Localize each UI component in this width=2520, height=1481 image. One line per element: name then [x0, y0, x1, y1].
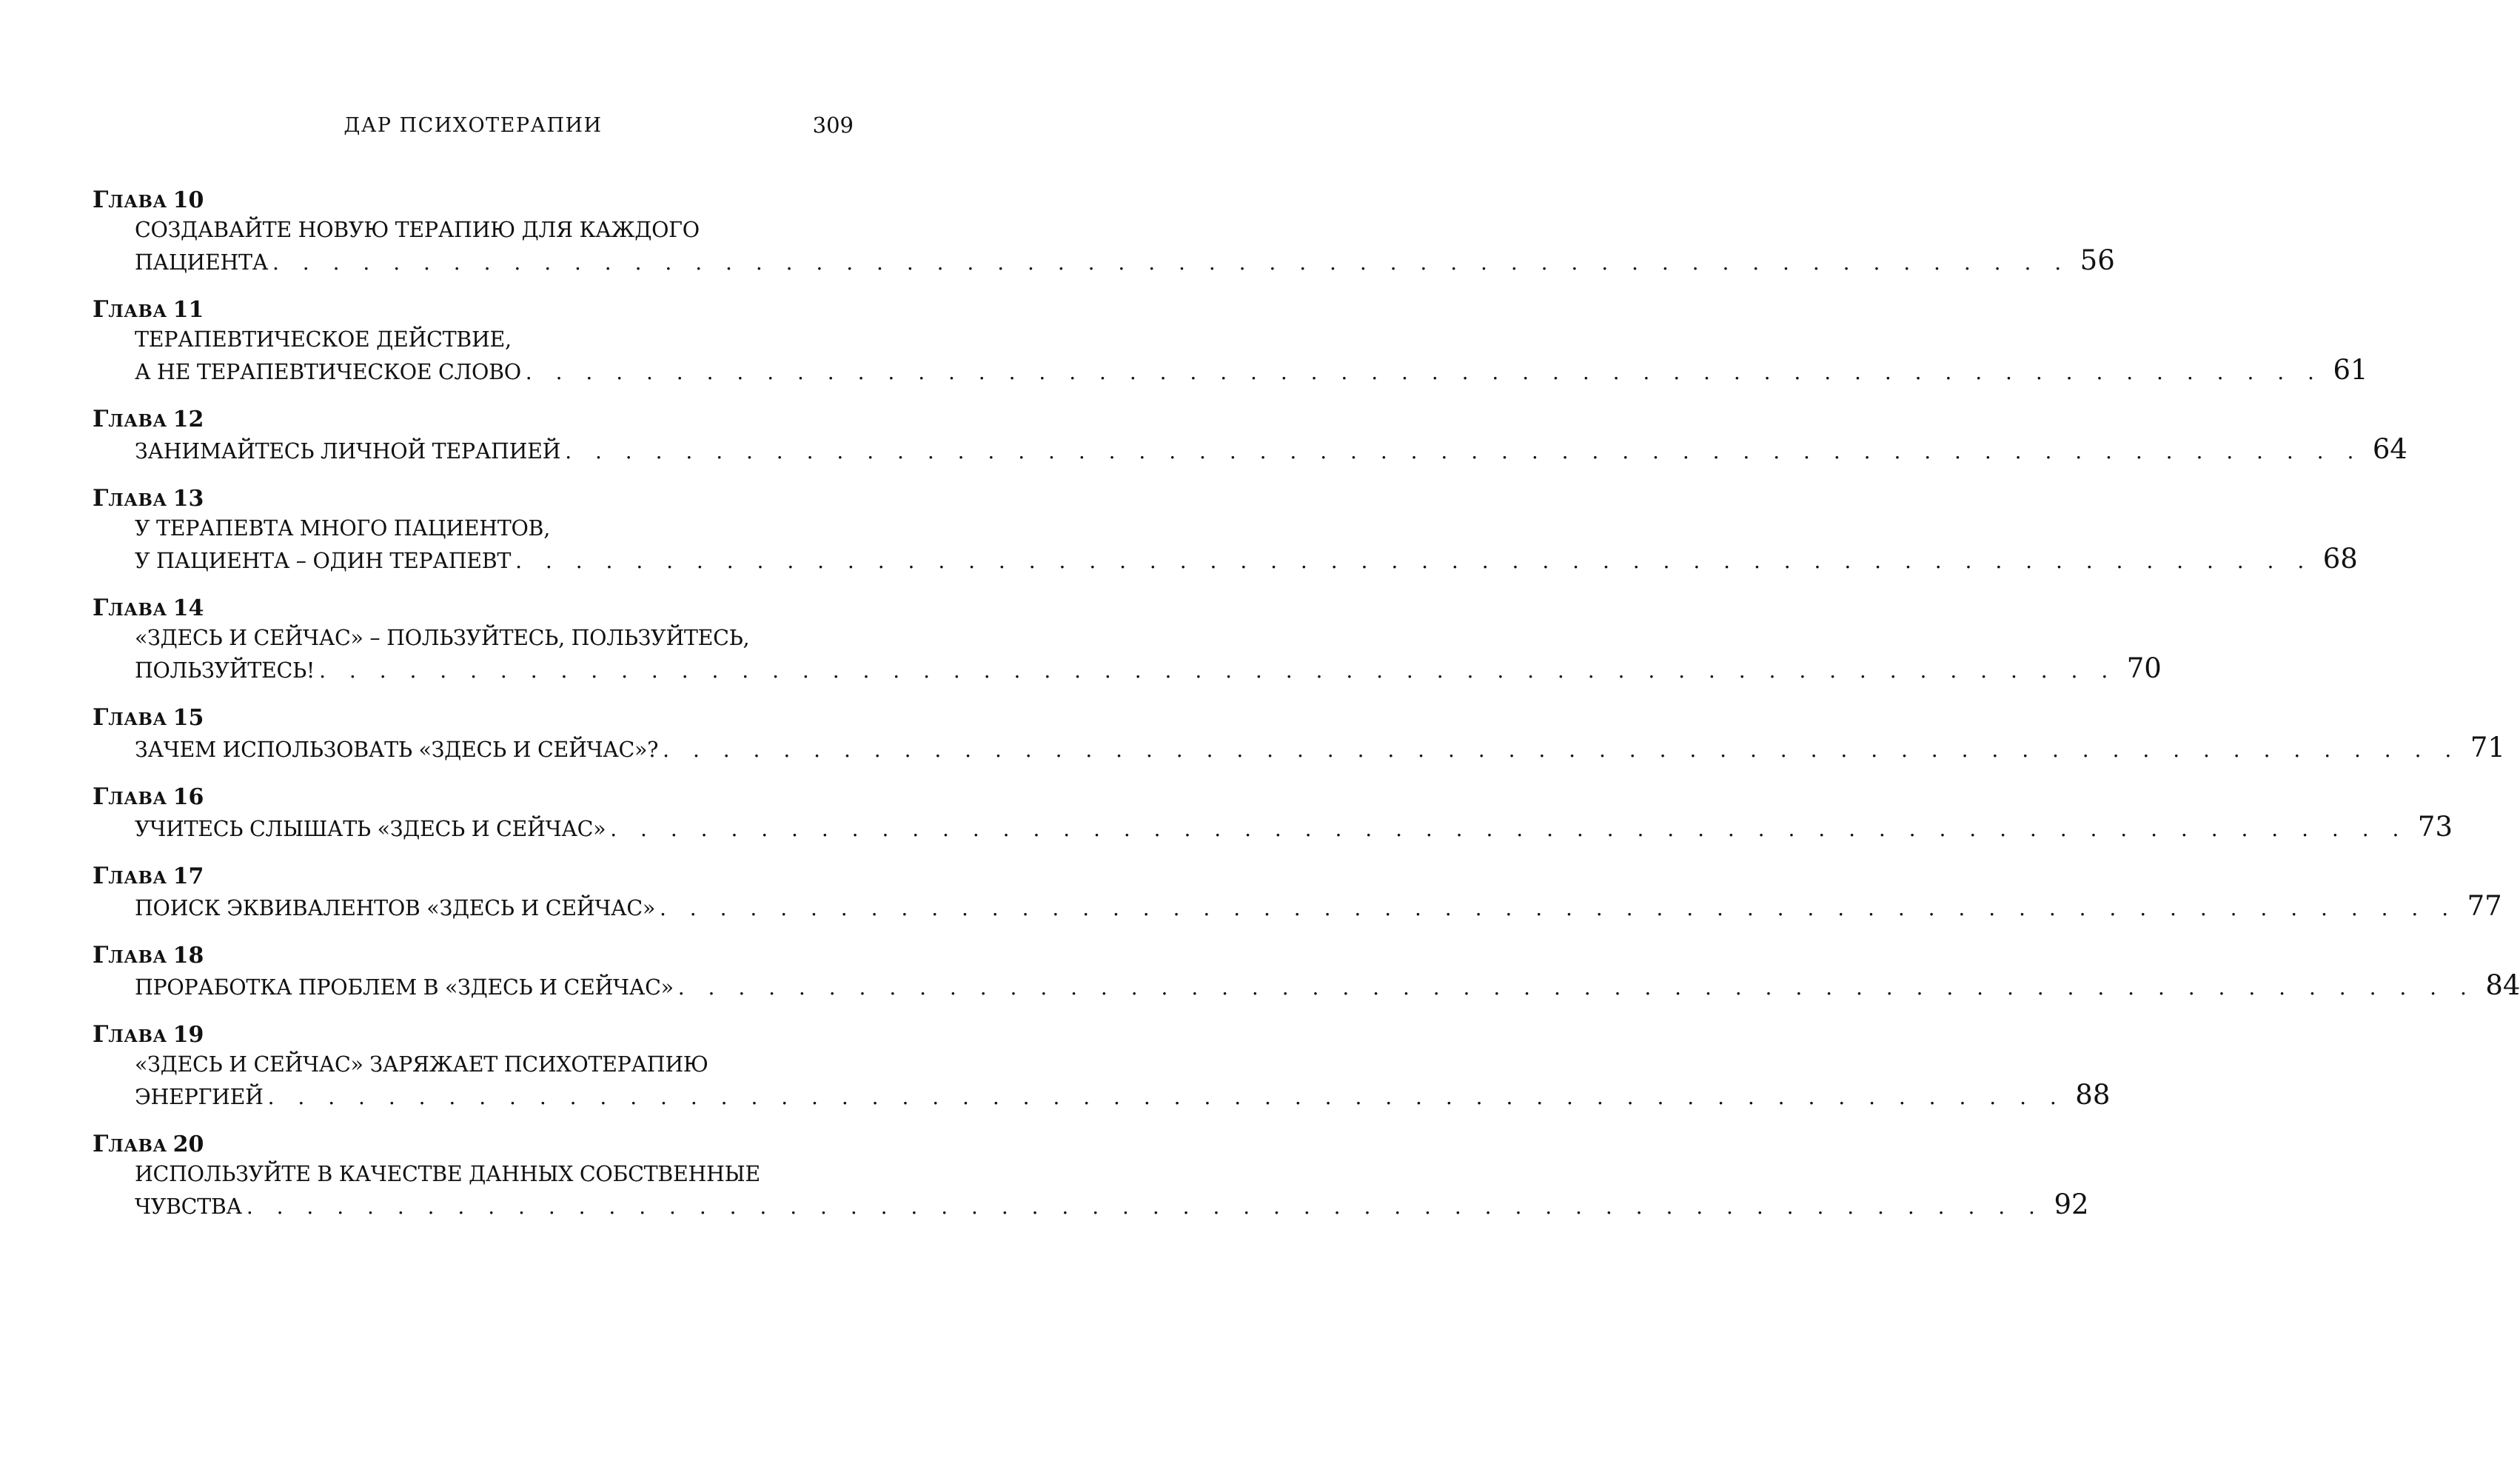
chapter-label: [93, 484, 854, 513]
toc-page-number: 84: [2485, 969, 2520, 1001]
chapter-number: 13: [172, 486, 204, 512]
chapter-title-line: У ТЕРАПЕВТА МНОГО ПАЦИЕНТОВ,: [135, 516, 550, 541]
toc-line-with-page: [135, 732, 2505, 764]
toc-page-number: 56: [2080, 244, 2115, 276]
chapter-title: [93, 969, 2520, 1002]
chapter-title-line: ПРОРАБОТКА ПРОБЛЕМ В «ЗДЕСЬ И СЕЙЧАС»: [135, 975, 674, 1000]
toc-entry: [93, 703, 2505, 764]
chapter-title-line: ЗАНИМАЙТЕСЬ ЛИЧНОЙ ТЕРАПИЕЙ: [135, 439, 561, 464]
toc-entry: [93, 782, 2453, 843]
chapter-word-cap: Г: [93, 406, 109, 432]
chapter-label: [93, 185, 854, 215]
chapter-title-line: ПОИСК ЭКВИВАЛЕНТОВ «ЗДЕСЬ И СЕЙЧАС»: [135, 896, 655, 920]
dot-leader: . . . . . . . . . . . . . . . . . . . . . . . . . . . . . . . . . . . . . . . . . . . . . . . . . . . . . . . . . . . .: [565, 439, 2362, 464]
toc-entry: [93, 295, 2368, 387]
dot-leader: . . . . . . . . . . . . . . . . . . . . . . . . . . . . . . . . . . . . . . . . . . . . . . . . . . . . . . . . . . . .: [677, 975, 2476, 1000]
chapter-title-line: У ПАЦИЕНТА – ОДИН ТЕРАПЕВТ: [135, 549, 512, 573]
toc-line-with-page: [135, 433, 2407, 466]
toc-page-number: 68: [2322, 543, 2358, 575]
dot-leader: . . . . . . . . . . . . . . . . . . . . . . . . . . . . . . . . . . . . . . . . . . . . . . . . . . . . . . . . . . . .: [610, 817, 2407, 841]
chapter-number: 10: [172, 187, 204, 213]
dot-leader: . . . . . . . . . . . . . . . . . . . . . . . . . . . . . . . . . . . . . . . . . . . . . . . . . . . . . . . . . . . .: [659, 896, 2457, 920]
chapter-word-cap: Г: [93, 863, 109, 889]
chapter-number: 14: [172, 595, 204, 621]
toc-page-number: 92: [2054, 1189, 2089, 1220]
toc-page-number: 64: [2372, 433, 2407, 465]
chapter-word-rest: ЛАВА: [108, 1136, 167, 1156]
chapter-word-cap: Г: [93, 296, 109, 323]
chapter-title: [93, 1049, 2111, 1111]
toc-line-with-page: [135, 543, 2358, 575]
chapter-word-rest: ЛАВА: [108, 709, 167, 729]
chapter-word-cap: Г: [93, 1021, 109, 1048]
toc-line-with-page: [135, 1079, 2111, 1111]
chapter-title: [93, 811, 2453, 843]
chapter-label: [93, 940, 854, 970]
toc-page-number: 88: [2075, 1079, 2111, 1111]
toc-page-number: 61: [2333, 354, 2368, 386]
chapter-number: 20: [172, 1131, 204, 1157]
toc-line-with-page: [135, 969, 2520, 1002]
chapter-title: [93, 890, 2502, 923]
dot-leader: . . . . . . . . . . . . . . . . . . . . . . . . . . . . . . . . . . . . . . . . . . . . . . . . . . . . . . . . . . . .: [272, 250, 2070, 275]
chapter-title-line: ЧУВСТВА: [135, 1194, 242, 1219]
toc-page-number: 71: [2470, 732, 2505, 763]
toc-entry: [93, 484, 2358, 575]
chapter-title-line: СОЗДАВАЙТЕ НОВУЮ ТЕРАПИЮ ДЛЯ КАЖДОГО: [135, 218, 700, 242]
running-title: ДАР ПСИХОТЕРАПИИ: [344, 114, 603, 137]
chapter-number: 11: [172, 297, 204, 323]
toc-page-number: 77: [2467, 890, 2502, 922]
toc-entry: [93, 185, 2115, 277]
chapter-title: [93, 732, 2505, 764]
chapter-title: [93, 433, 2407, 466]
chapter-title-line: А НЕ ТЕРАПЕВТИЧЕСКОЕ СЛОВО: [135, 360, 521, 384]
dot-leader: . . . . . . . . . . . . . . . . . . . . . . . . . . . . . . . . . . . . . . . . . . . . . . . . . . . . . . . . . . . .: [246, 1194, 2044, 1219]
chapter-word-rest: ЛАВА: [108, 868, 167, 888]
toc-entry: [93, 861, 2502, 923]
chapter-title: [93, 215, 2115, 277]
dot-leader: . . . . . . . . . . . . . . . . . . . . . . . . . . . . . . . . . . . . . . . . . . . . . . . . . . . . . . . . . . . .: [267, 1085, 2065, 1109]
chapter-title-line: ПАЦИЕНТА: [135, 250, 268, 275]
chapter-word-cap: Г: [93, 187, 109, 213]
toc-page-number: 70: [2126, 652, 2162, 684]
chapter-title-line: «ЗДЕСЬ И СЕЙЧАС» – ПОЛЬЗУЙТЕСЬ, ПОЛЬЗУЙТЕСЬ,: [135, 626, 750, 650]
dot-leader: . . . . . . . . . . . . . . . . . . . . . . . . . . . . . . . . . . . . . . . . . . . . . . . . . . . . . . . . . . . .: [515, 549, 2313, 573]
chapter-title-line: ЭНЕРГИЕЙ: [135, 1085, 264, 1109]
chapter-title-line: ПОЛЬЗУЙТЕСЬ!: [135, 658, 315, 683]
toc-line-with-page: [135, 244, 2115, 277]
toc-line-with-page: [135, 811, 2453, 843]
chapter-title-line: ТЕРАПЕВТИЧЕСКОЕ ДЕЙСТВИЕ,: [135, 327, 512, 352]
chapter-title: [93, 623, 2162, 685]
chapter-word-cap: Г: [93, 704, 109, 731]
toc-entry: [93, 940, 2520, 1002]
page-header: [93, 111, 854, 141]
page-number: 309: [812, 113, 854, 138]
chapter-label: [93, 703, 854, 732]
chapter-word-cap: Г: [93, 1131, 109, 1157]
chapter-word-rest: ЛАВА: [108, 947, 167, 967]
chapter-label: [93, 404, 854, 434]
chapter-word-rest: ЛАВА: [108, 600, 167, 620]
chapter-word-cap: Г: [93, 942, 109, 969]
chapter-label: [93, 1129, 854, 1159]
chapter-word-rest: ЛАВА: [108, 192, 167, 212]
chapter-title-line: ИСПОЛЬЗУЙТЕ В КАЧЕСТВЕ ДАННЫХ СОБСТВЕННЫЕ: [135, 1162, 760, 1186]
chapter-label: [93, 593, 854, 623]
chapter-label: [93, 861, 854, 891]
toc-line-with-page: [135, 1189, 2089, 1221]
chapter-title-line: УЧИТЕСЬ СЛЫШАТЬ «ЗДЕСЬ И СЕЙЧАС»: [135, 817, 606, 841]
chapter-title: [93, 513, 2358, 575]
chapter-label: [93, 782, 854, 812]
chapter-title: [93, 1159, 2089, 1221]
chapter-number: 12: [172, 407, 204, 432]
toc-line-with-page: [135, 890, 2502, 923]
toc-page-number: 73: [2417, 811, 2453, 843]
chapter-title-line: ЗАЧЕМ ИСПОЛЬЗОВАТЬ «ЗДЕСЬ И СЕЙЧАС»?: [135, 738, 659, 762]
chapter-word-cap: Г: [93, 485, 109, 512]
toc-entry: [93, 404, 2407, 466]
chapter-title: [93, 324, 2368, 387]
dot-leader: . . . . . . . . . . . . . . . . . . . . . . . . . . . . . . . . . . . . . . . . . . . . . . . . . . . . . . . . . . . .: [525, 360, 2323, 384]
toc-entry: [93, 1020, 2111, 1111]
dot-leader: . . . . . . . . . . . . . . . . . . . . . . . . . . . . . . . . . . . . . . . . . . . . . . . . . . . . . . . . . . . .: [663, 738, 2460, 762]
chapter-title-line: «ЗДЕСЬ И СЕЙЧАС» ЗАРЯЖАЕТ ПСИХОТЕРАПИЮ: [135, 1052, 708, 1077]
chapter-label: [93, 1020, 854, 1049]
chapter-number: 15: [172, 705, 204, 731]
chapter-label: [93, 295, 854, 324]
chapter-number: 17: [172, 863, 204, 889]
chapter-number: 16: [172, 784, 204, 810]
toc-entry: [93, 1129, 2089, 1221]
toc-line-with-page: [135, 652, 2162, 685]
chapter-word-rest: ЛАВА: [108, 301, 167, 321]
dot-leader: . . . . . . . . . . . . . . . . . . . . . . . . . . . . . . . . . . . . . . . . . . . . . . . . . . . . . . . . . . . .: [319, 658, 2117, 683]
chapter-word-rest: ЛАВА: [108, 411, 167, 431]
toc-line-with-page: [135, 354, 2368, 387]
chapter-word-rest: ЛАВА: [108, 1026, 167, 1046]
table-of-contents: [93, 185, 2520, 1239]
chapter-word-rest: ЛАВА: [108, 490, 167, 510]
chapter-number: 18: [172, 943, 204, 969]
chapter-word-cap: Г: [93, 783, 109, 810]
chapter-word-cap: Г: [93, 595, 109, 621]
chapter-number: 19: [172, 1022, 204, 1048]
chapter-word-rest: ЛАВА: [108, 789, 167, 809]
toc-entry: [93, 593, 2162, 685]
